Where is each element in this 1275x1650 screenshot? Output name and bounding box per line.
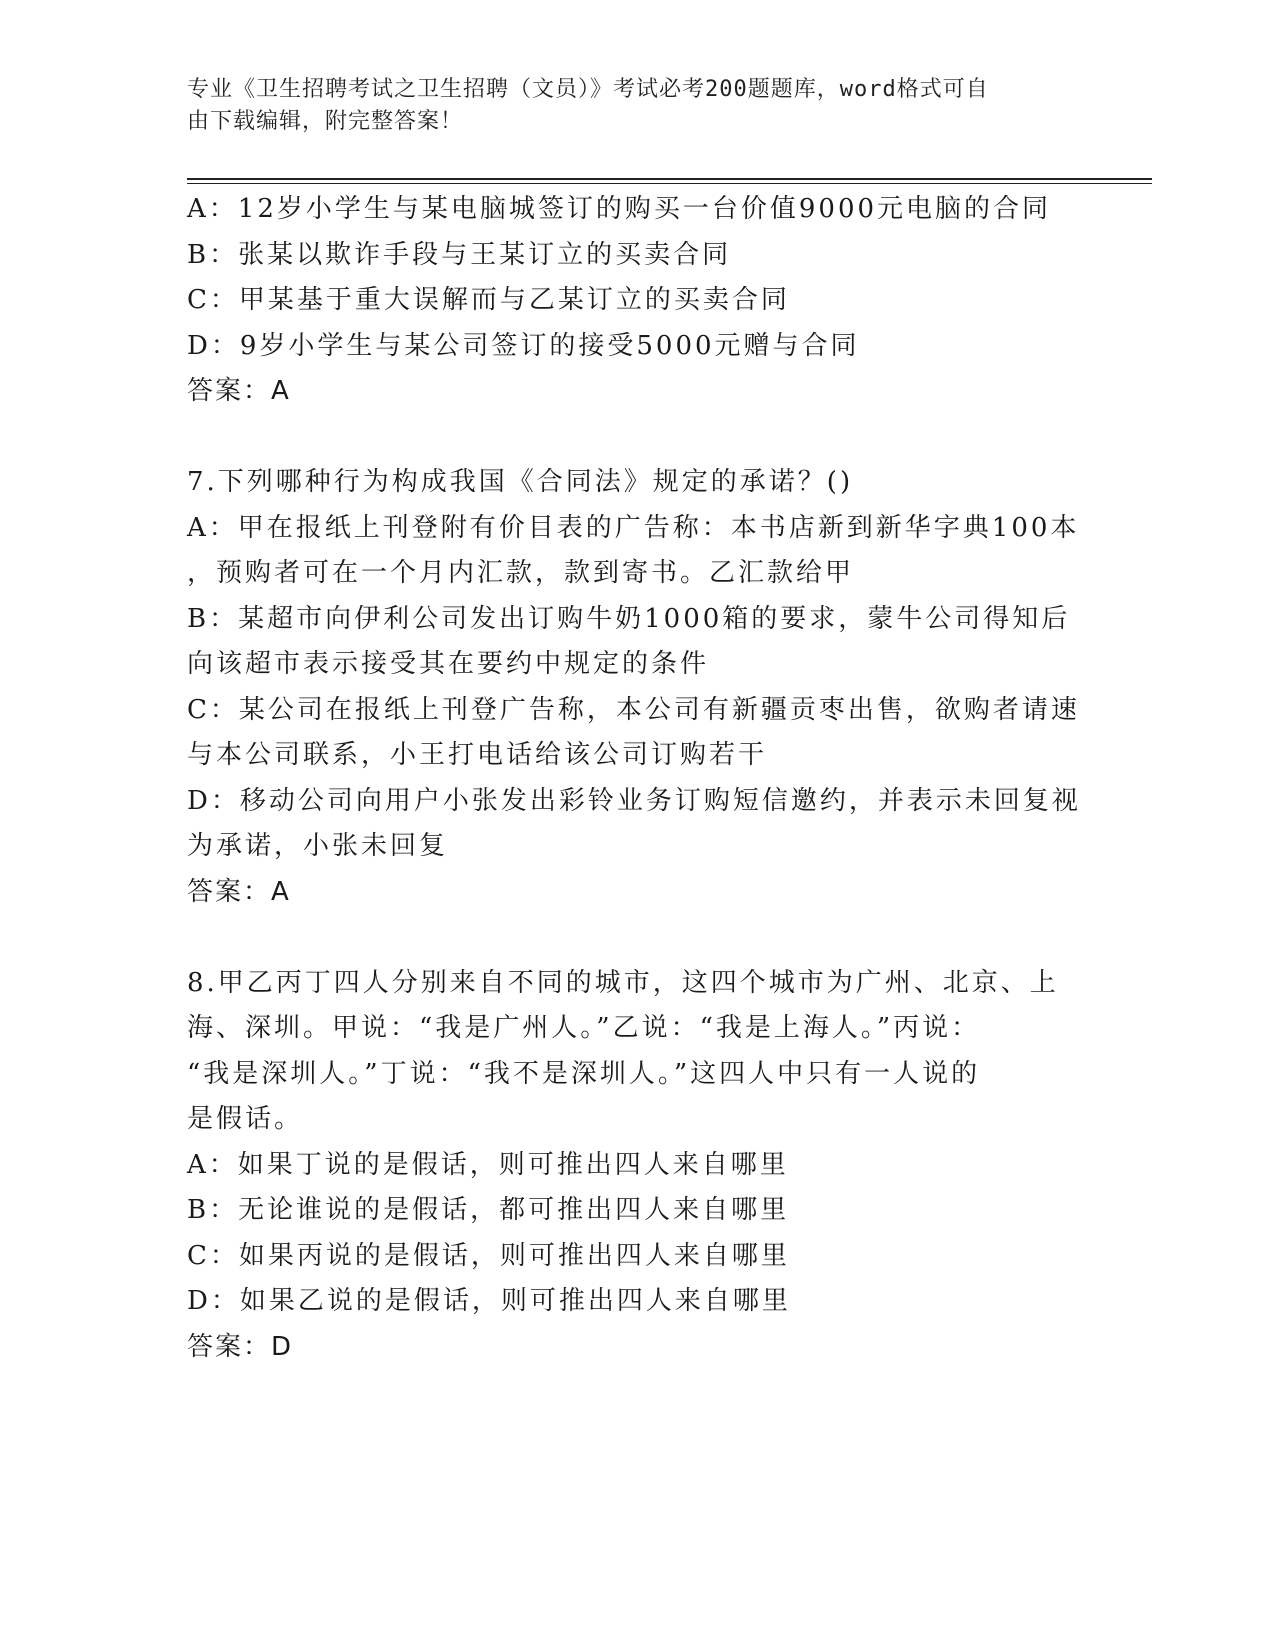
q8-option-a: A：如果丁说的是假话，则可推出四人来自哪里: [187, 1149, 789, 1180]
question-8-block: [187, 961, 1087, 1371]
q8-option-b: B：无论谁说的是假话，都可推出四人来自哪里: [187, 1195, 790, 1225]
question-7-block: [187, 460, 1087, 915]
q7-option-a-line-1: A：甲在报纸上刊登附有价目表的广告称：本书店新到新华字典100本: [187, 512, 1080, 543]
spacer: [187, 915, 1087, 961]
q7-option-d-line-2: 为承诺，小张未回复: [187, 831, 449, 861]
q8-answer: 答案：D: [187, 1331, 294, 1362]
q6-option-a: A：12岁小学生与某电脑城签订的购买一台价值9000元电脑的合同: [187, 194, 1052, 224]
spacer: [187, 415, 1087, 461]
header-line-1: 专业《卫生招聘考试之卫生招聘（文员）》考试必考200题题库，word格式可自: [187, 77, 989, 102]
header-divider-thin: [187, 183, 1152, 184]
q8-question-line-3: “我是深圳人。”丁说：“我不是深圳人。”这四人中只有一人说的: [187, 1058, 981, 1089]
q8-question-line-1: 8.甲乙丙丁四人分别来自不同的城市，这四个城市为广州、北京、上: [187, 967, 1059, 998]
document-body: [187, 187, 1087, 1370]
q6-option-c: C：甲某基于重大误解而与乙某订立的买卖合同: [187, 285, 790, 315]
q8-option-c: C：如果丙说的是假话，则可推出四人来自哪里: [187, 1240, 790, 1271]
q6-option-d: D：9岁小学生与某公司签订的接受5000元赠与合同: [187, 330, 860, 361]
q8-option-d: D：如果乙说的是假话，则可推出四人来自哪里: [187, 1286, 791, 1316]
q7-option-b-line-1: B：某超市向伊利公司发出订购牛奶1000箱的要求，蒙牛公司得知后: [187, 603, 1071, 634]
q7-option-c-line-1: C：某公司在报纸上刊登广告称，本公司有新疆贡枣出售，欲购者请速: [187, 694, 1080, 725]
document-header: [187, 74, 1087, 138]
q7-option-d-line-1: D：移动公司向用户小张发出彩铃业务订购短信邀约，并表示未回复视: [187, 785, 1081, 816]
header-line-2: 由下载编辑，附完整答案！: [187, 109, 464, 134]
q6-answer: 答案：A: [187, 376, 291, 406]
q8-question-line-4: 是假话。: [187, 1104, 304, 1134]
q7-option-c-line-2: 与本公司联系，小王打电话给该公司订购若干: [187, 740, 768, 770]
q7-option-b-line-2: 向该超市表示接受其在要约中规定的条件: [187, 649, 710, 679]
q6-option-b: B：张某以欺诈手段与王某订立的买卖合同: [187, 239, 732, 270]
q7-answer: 答案：A: [187, 876, 291, 907]
q7-question: 7.下列哪种行为构成我国《合同法》规定的承诺？(): [187, 467, 854, 497]
q8-question-line-2: 海、深圳。甲说：“我是广州人。”乙说：“我是上海人。”丙说：: [187, 1013, 981, 1043]
q7-option-a-line-2: ，预购者可在一个月内汇款，款到寄书。乙汇款给甲: [187, 558, 855, 588]
header-divider-thick: [187, 178, 1152, 180]
question-6-block: [187, 187, 1087, 415]
